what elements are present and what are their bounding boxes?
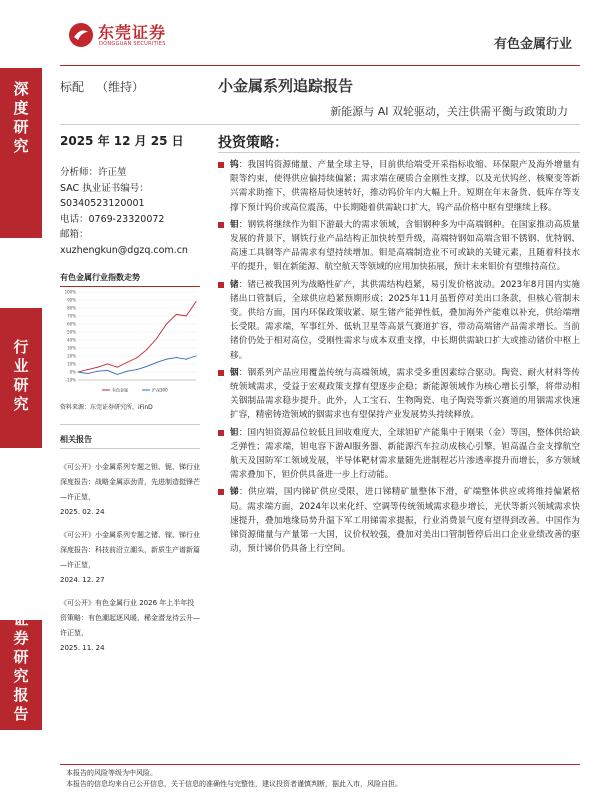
side-band-text: 行业研究	[13, 338, 29, 413]
paragraph-lead: 锑	[230, 487, 239, 498]
chart-point	[107, 370, 108, 371]
chart-point	[146, 366, 147, 367]
bullet-icon	[218, 162, 224, 168]
index-chart	[60, 272, 200, 420]
analyst-email[interactable]: xuzhengkun@dgzq.com.cn	[60, 244, 188, 256]
chart-title: 有色金属行业指数走势	[60, 272, 200, 287]
page-header	[60, 0, 580, 66]
strategy-paragraph-germanium	[218, 278, 580, 363]
related-report-text: 《可公开》小金属系列专题之锗、镓、锑行业深度报告：科技前沿立潮头，新质生产谱新篇—许正堃，	[60, 531, 200, 569]
chart-point	[176, 357, 177, 358]
strategy-paragraph-antimony	[218, 485, 580, 556]
chart-plot	[60, 288, 200, 396]
chart-y-tick-label: -10%	[65, 377, 76, 383]
divider	[218, 152, 580, 153]
side-band-industry-research	[0, 308, 42, 448]
strategy-paragraph-tantalum	[218, 426, 580, 483]
side-band-text: 深度研究	[13, 80, 29, 155]
chart-point	[117, 374, 118, 375]
footer-divider	[60, 764, 580, 765]
chart-y-tick-label: 40%	[67, 337, 76, 343]
paragraph-lead: 钼	[230, 219, 239, 230]
report-title: 小金属系列追踪报告	[218, 77, 354, 95]
strategy-paragraph-molybdenum	[218, 218, 580, 275]
report-date: 2025 年 12 月 25 日	[60, 134, 184, 148]
chart-point	[186, 359, 187, 360]
analyst-email-label: 邮箱：	[60, 229, 89, 240]
related-reports-heading: 相关报告	[60, 435, 92, 444]
analyst-phone: 电话：0769-23320072	[60, 213, 165, 225]
related-report-date: 2025. 02. 24	[60, 508, 105, 516]
report-subtitle: 新能源与 AI 双轮驱动，关注供需平衡与政策助力	[330, 105, 568, 118]
chart-point	[176, 314, 177, 315]
chart-point	[137, 357, 138, 358]
strategy-paragraph-indium	[218, 366, 580, 423]
divider	[60, 424, 200, 425]
side-band-text: 证券研究报告	[13, 610, 29, 723]
chart-legend-label: 沪深300	[152, 387, 168, 393]
logo-chinese-name: 东莞证券	[98, 23, 167, 42]
chart-source: 资料来源：东莞证券研究所，iFinD	[60, 404, 153, 411]
side-band-deep-research	[0, 68, 42, 238]
chart-y-tick-label: 60%	[67, 321, 76, 327]
footer	[66, 768, 402, 790]
chart-y-tick-label: 20%	[67, 353, 76, 359]
footer-disclaimer: 本报告的信息均来自已公开信息，关于信息的准确性与完整性，建议投资者谨慎判断，据此入市，风险自担。	[66, 780, 402, 788]
chart-point	[137, 369, 138, 370]
chart-point	[87, 373, 88, 374]
rating-status: （维持）	[96, 80, 145, 94]
paragraph-lead: 钽	[230, 427, 239, 438]
logo-mark-icon	[68, 22, 94, 48]
chart-y-tick-label: 30%	[67, 345, 76, 351]
company-logo	[68, 20, 188, 56]
chart-y-tick-label: 0%	[69, 369, 76, 375]
rating	[60, 78, 156, 95]
bullet-icon	[218, 222, 224, 228]
bullet-icon	[218, 370, 224, 376]
chart-y-tick-label: 10%	[67, 361, 76, 367]
chart-point	[78, 372, 79, 373]
analyst-cert-label: SAC 执业证书编号：	[60, 182, 149, 194]
related-reports-list	[60, 460, 200, 664]
chart-series-line-2	[78, 356, 196, 374]
bullet-icon	[218, 430, 224, 436]
paragraph-lead: 铟	[230, 367, 239, 378]
chart-point	[166, 324, 167, 325]
paragraph-text: ：供应端，国内锑矿供应受限，进口锑精矿量整体下滑，矿端整体供应或将维持偏紧格局。需求端方面，2024年以来化纤、空调等传统领域需求稳步增长，光伏等新兴领域需求快速提升，叠加地缘局势升温下军工用锑需求提振，行业消费景气度有望得到改善。中国作为锑资源储量与产量第一大国，议价权较强，叠加对美出口管制暂停后出口企业业绩改善的驱动，预计锑价仍具备上行空间。	[230, 487, 580, 555]
related-report-item[interactable]	[60, 460, 200, 520]
chart-point	[117, 367, 118, 368]
paragraph-text: ：钢铁将继续作为钼下游最大的需求领域，含钼钢种多为中高端钢种。在国家推动高质量发展的背景下，钢铁行业产品结构正加快转型升级，高端特钢如高端含钼不锈钢、优特钢、高速工具钢等产品需求有望持续增加。钼是高端制造业不可或缺的关键元素，且随着科技水平的提升，钼在新能源、航空航天等领域的应用加快拓展，预计未来钼价有望维持高位。	[230, 219, 580, 273]
chart-point	[107, 364, 108, 365]
chart-point	[156, 338, 157, 339]
bullet-icon	[218, 489, 224, 495]
chart-point	[146, 349, 147, 350]
chart-y-tick-label: 100%	[64, 289, 76, 295]
chart-point	[97, 367, 98, 368]
analyst-cert-no: S0340523120001	[60, 198, 145, 209]
related-report-text: 《可公开》有色金属行业 2026 年上半年投资策略：有色潮起逐风暖，稀金潜龙待云升—许正堃，	[60, 599, 200, 637]
industry-label: 有色金属行业	[493, 37, 572, 52]
analyst-name: 分析师：许正堃	[60, 167, 127, 178]
chart-point	[97, 371, 98, 372]
related-report-item[interactable]	[60, 596, 200, 656]
related-report-text: 《可公开》小金属系列专题之钽、铌、锑行业深度报告：战略金属添劲青，先进制造挺锋芒—许正堃，	[60, 463, 200, 501]
chart-point	[87, 369, 88, 370]
paragraph-text: ：国内钽资源品位较低且回收难度大，全球钽矿产能集中于刚果（金）等国，整体供给缺乏弹性；需求端，钽电容下游AI服务器、新能源汽车拉动成核心引擎，钽高温合金支撑航空航天及国防军工领域发展，半导体靶材需求量随先进制程芯片渗透率提升而增长，多方领域需求叠加下，钽价供具备进一步上行动能。	[230, 427, 580, 481]
strategy-title: 投资策略：	[218, 135, 288, 151]
chart-point	[166, 359, 167, 360]
paragraph-lead: 钨	[230, 160, 239, 170]
chart-point	[127, 371, 128, 372]
related-report-date: 2025. 11. 24	[60, 644, 105, 652]
chart-legend-label: 有色金属	[112, 387, 128, 393]
side-band-securities-report	[0, 610, 42, 730]
chart-point	[127, 362, 128, 363]
chart-y-tick-label: 80%	[67, 305, 76, 311]
footer-risk-level: 本报告的风险等级为中风险。	[66, 769, 157, 777]
analyst-info	[60, 165, 200, 258]
paragraph-text: ：我国钨资源储量、产量全球主导，目前供给端受开采指标收缩、环保限产及海外增量有限等约束，使得供应偏持续偏紧；需求端在硬质合金刚性支撑，以及光伏钨丝、核聚变等新兴需求助推下，供需格局快速转好，推动钨价年内大幅上升。短期在年末备货、低库存等支撑下预计钨价或高位震荡，中长期随着供需缺口扩大，钨产品价格中枢有望继续上移。	[230, 160, 580, 213]
rating-label: 标配	[60, 80, 85, 94]
related-report-item[interactable]	[60, 528, 200, 588]
chart-series-line-1	[78, 302, 196, 372]
strategy-paragraphs	[218, 158, 580, 559]
paragraph-text: ：铟系列产品应用覆盖传统与高端领域，需求受多重因素综合驱动。陶瓷、耐火材料等传统领域需求，受益于宏观政策支撑有望逐步企稳；新能源领域作为核心增长引擎，将带动相关铟制品需求稳步提升。此外，人工宝石、生物陶瓷、电子陶瓷等新兴赛道的用铟需求快速扩容，精密铸造领域的铟需求也有望保持产业发展势头持续释放。	[230, 367, 580, 421]
chart-point	[196, 301, 197, 302]
chart-point	[186, 316, 187, 317]
chart-y-tick-label: 70%	[67, 313, 76, 319]
divider	[60, 124, 580, 125]
chart-y-tick-label: 50%	[67, 329, 76, 335]
paragraph-lead: 锗	[230, 279, 239, 290]
chart-point	[156, 362, 157, 363]
chart-y-tick-label: 90%	[67, 297, 76, 303]
strategy-paragraph-tungsten	[218, 158, 580, 215]
logo-english-name: DONGGUAN SECURITIES	[99, 41, 166, 47]
related-report-date: 2024. 12. 27	[60, 576, 105, 584]
divider	[60, 448, 200, 449]
paragraph-text: ：锗已被我国列为战略性矿产，其供需结构趋紧，易引发价格波动。2023年8月国内实施锗出口管制后，全球供应趋紧预期形成；2025年11月虽暂停对美出口条款，但核心管制未变。供给方面，国内环保政策收紧、原生锗产能弹性低，叠加海外产能难以补充，供给端增长受限。需求端，军事红外、低轨卫星等高景气赛道扩容，带动高端锗产品需求增长。当前锗价仍处于相对高位，受刚性需求与成本双重支撑，中长期供需缺口扩大或推动锗价中枢上移。	[230, 279, 580, 361]
chart-point	[196, 356, 197, 357]
bullet-icon	[218, 282, 224, 288]
